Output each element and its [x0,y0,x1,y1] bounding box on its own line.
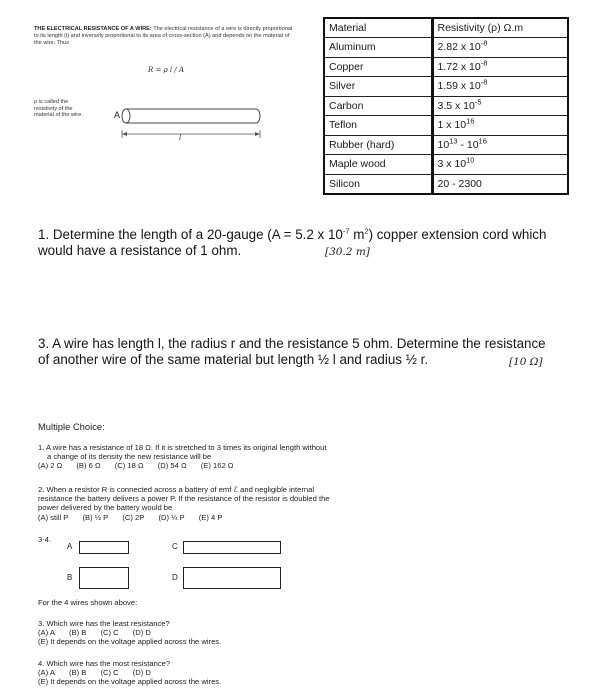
wire-b-label: B [67,573,73,582]
table-row [324,96,568,116]
wire-d-label: D [172,573,178,582]
choice: (C) 18 Ω [114,461,144,471]
mc2-stem-2: resistance the battery delivers a power P. If the resistance of the resistor is doubled the [38,494,330,504]
material-cell: Aluminum [324,38,432,58]
resistivity-cell: 3 x $10^{10}$ [432,155,568,175]
choice: (C) 2P [122,512,145,522]
mc1-stem-2: a change of its density the new resistance will be [47,452,212,462]
table-row [324,77,568,97]
resistance-formula: R = ρ l / A [148,66,185,74]
table-row [324,155,568,175]
wire-end-left [122,109,130,123]
question-1-line-1: 1. Determine the length of a 20-gauge (A = 5.2 x $10^{-7}$ $m^2$) copper extension cord which [38,226,547,242]
mc4-choices [38,668,578,677]
mc1-choices [38,461,578,470]
choice: (C) C [100,628,119,638]
wires-shown-text: For the 4 wires shown above: [38,598,138,607]
question-3-line-1: 3. A wire has length l, the radius r and the resistance 5 ohm. Determine the resistance [38,336,546,351]
table-row [324,57,568,77]
question-3-line-2: of another wire of the same material but length ½ l and radius ½ r. [38,352,429,367]
multiple-choice-heading: Multiple Choice: [38,421,105,432]
choice: (A) 2 Ω [38,461,63,471]
material-cell: Silver [324,77,432,97]
mc3-stem: 3. Which wire has the least resistance? [38,619,170,628]
resistivity-cell: 2.82 x $10^{-8}$ [432,38,568,58]
rho-note: ρ is called the resistivity of the material of the wire. [34,99,83,119]
choice: (D) 54 Ω [157,461,187,471]
mc-question-3 [38,619,578,647]
choice: (D) D [132,628,151,638]
choice: (B) B [69,628,87,638]
mc4-stem: 4. Which wire has the most resistance? [38,659,171,668]
question-1-line-2: would have a resistance of 1 ohm. [38,243,242,258]
intro-paragraph [34,26,296,47]
material-cell: Rubber (hard) [324,135,432,155]
wire-a-label: A [67,542,73,551]
wire-b-box [79,567,129,589]
length-arrow-left [122,132,127,136]
wire-c-label: C [172,542,178,551]
choice: (D) ¼ P [158,512,185,522]
resistivity-cell: 20 - 2300 [432,174,568,194]
header-resistivity: Resistivity (ρ) Ω.m [432,18,568,38]
mc3-choices [38,628,578,637]
material-cell: Silicon [324,174,432,194]
wire-c-box [183,541,281,554]
wire-end-right [256,109,260,123]
table-row [324,38,568,58]
table-row [324,174,568,194]
mc2-stem-3: power delivered by the battery would be [38,503,173,513]
choice: (B) B [69,668,87,678]
mc-question-4 [38,659,578,687]
wire-diagram [118,104,268,144]
resistivity-cell: 3.5 x $10^{-5}$ [432,96,568,116]
choice: (B) 6 Ω [76,461,101,471]
choice: (C) C [100,668,119,678]
choice-e: (E) It depends on the voltage applied across the wires. [38,677,222,687]
choice: (E) 4 P [198,512,223,522]
choice-e: (E) It depends on the voltage applied across the wires. [38,637,222,647]
material-cell: Maple wood [324,155,432,175]
material-cell: Carbon [324,96,432,116]
intro-text: The electrical resistance of a wire is directly proportional to its length (l) and inversely proportional to its area of cross-section (A) and depends on the material of the wire. Thus [34,26,293,46]
choice: (A) still P [38,512,69,522]
table-header-row [324,18,568,38]
resistivity-cell: 1 x $10^{16}$ [432,116,568,136]
mc2-stem-1: 2. When a resistor R is connected across a battery of emf ℰ and negligible internal [38,485,315,494]
mc-3-4-label: 3-4. [38,535,52,544]
table-row [324,116,568,136]
mc-question-2 [38,485,578,522]
material-cell: Teflon [324,116,432,136]
question-3-answer: [10 Ω] [509,356,543,368]
resistivity-table [323,17,569,195]
choice: (A) A [38,668,55,678]
mc-question-1 [38,443,578,471]
intro-title: THE ELECTRICAL RESISTANCE OF A WIRE: [34,26,152,32]
wire-d-box [183,567,281,589]
question-1-answer: [30.2 m] [325,246,370,258]
choice: (E) 162 Ω [200,461,234,471]
wire-a-box [79,541,129,554]
resistivity-cell: $10^{13} - 10^{16}$ [432,135,568,155]
wire-area-label: A [114,110,121,120]
wire-length-label: l [179,134,182,142]
header-material: Material [324,18,432,38]
mc1-stem-1: 1. A wire has a resistance of 18 Ω. If it is stretched to 3 times its original length without [38,443,327,452]
length-arrow-right [255,132,260,136]
choice: (A) A [38,628,55,638]
choice: (D) D [132,668,151,678]
material-cell: Copper [324,57,432,77]
choice: (B) ½ P [82,512,109,522]
table-row [324,135,568,155]
mc2-choices [38,513,578,522]
resistivity-cell: 1.59 x $10^{-8}$ [432,77,568,97]
resistivity-cell: 1.72 x $10^{-8}$ [432,57,568,77]
